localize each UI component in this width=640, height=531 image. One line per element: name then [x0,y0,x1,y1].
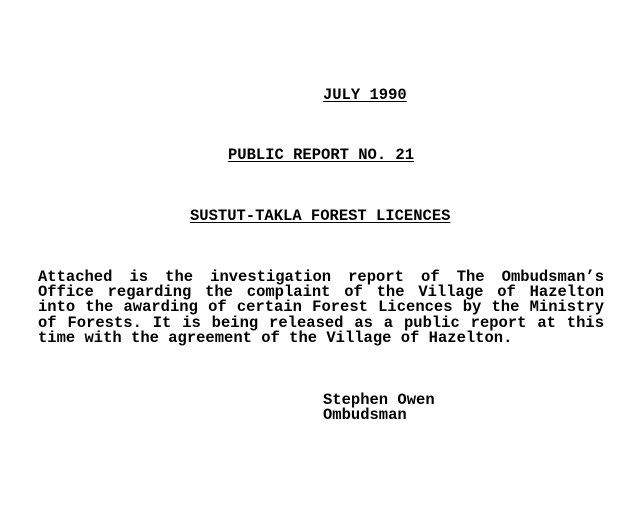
signatory-title: Ombudsman [323,406,407,425]
body-paragraph: Attached is the investigation report of The Ombudsman’s Office regarding the complaint of the Village of Hazelton into the awarding of certain Forest Licences by the Ministry of Forests. It is being released as a public report at this time with the agreement of the Village of Hazelton. [38,268,604,347]
signatory-name: Stephen Owen [323,391,435,409]
report-date: JULY 1990 [323,86,407,104]
signature-block [323,393,435,423]
report-subject: SUSTUT-TAKLA FOREST LICENCES [190,207,451,225]
report-number: PUBLIC REPORT NO. 21 [228,146,415,164]
